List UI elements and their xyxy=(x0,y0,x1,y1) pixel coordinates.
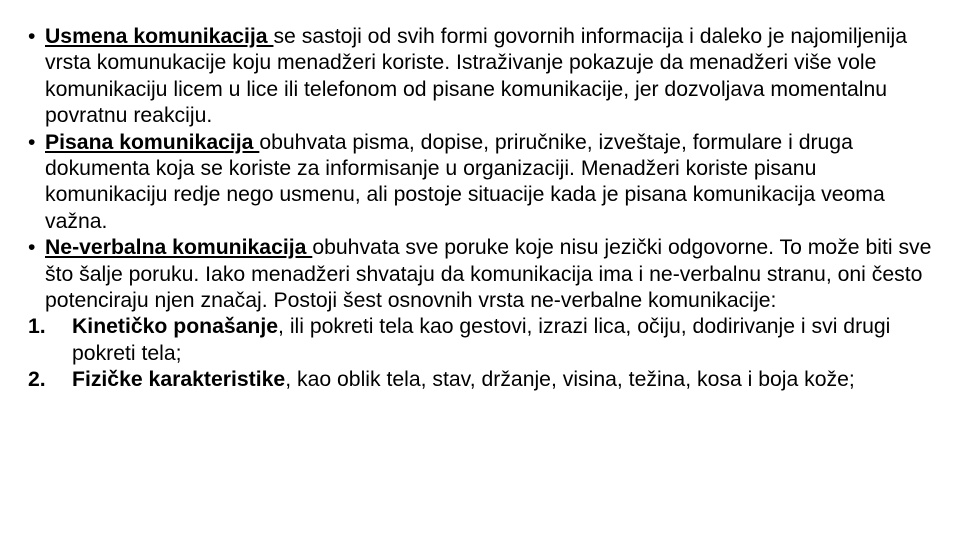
bullet-content xyxy=(43,130,940,236)
bullet-content xyxy=(43,24,940,130)
bullet-term: Pisana komunikacija xyxy=(45,130,260,154)
bullet-text: obuhvata pisma, dopise, priručnike, izveštaje, formulare i druga dokumenta koja se koriste za informisanje u organizaciji. Menadžeri koriste pisanu komunikaciju redje nego usmenu, ali postoje situacije kada je pisana komunikacija veoma važna. xyxy=(45,130,885,233)
bullet-marker: • xyxy=(28,25,36,48)
numbered-text: , kao oblik tela, stav, držanje, visina, težina, kosa i boja kože; xyxy=(285,368,855,392)
bullet-marker: • xyxy=(28,130,36,154)
bullet-term: Ne-verbalna komunikacija xyxy=(45,236,313,260)
numbered-term: Kinetičko ponašanje xyxy=(72,315,279,339)
numbered-item-fizicke xyxy=(28,367,940,393)
bullet-content xyxy=(43,235,940,314)
numbered-term: Fizičke karakteristike xyxy=(72,368,286,392)
bullet-item-pisana xyxy=(28,130,940,236)
bullet-text: se sastoji od svih formi govornih informacija i daleko je najomiljenija vrsta komunukacije koju menadžeri koriste. Istraživanje pokazuje da menadžeri više vole komunikaciju licem u lice ili telefonom od pisane komunikacije, jer dozvoljava momentalnu povratnu reakciju. xyxy=(45,25,908,128)
bullet-item-usmena xyxy=(28,24,940,130)
number-marker: 2. xyxy=(28,368,46,392)
number-marker: 1. xyxy=(28,315,46,339)
bullet-term: Usmena komunikacija xyxy=(45,25,274,48)
bullet-marker: • xyxy=(28,236,36,260)
numbered-content xyxy=(70,314,940,367)
bullet-item-neverbalna xyxy=(28,235,940,314)
slide-content xyxy=(28,24,940,394)
numbered-item-kineticko xyxy=(28,314,940,367)
numbered-content xyxy=(70,367,940,393)
bullet-text: obuhvata sve poruke koje nisu jezički odgovorne. To može biti sve što šalje poruku. Iako menadžeri shvataju da komunikacija ima i ne-verbalnu stranu, oni često potenciraju njen značaj. Postoji šest osnovnih vrsta ne-verbalne komunikacije: xyxy=(45,236,932,313)
numbered-text: , ili pokreti tela kao gestovi, izrazi lica, očiju, dodirivanje i svi drugi pokreti tela; xyxy=(72,315,891,365)
